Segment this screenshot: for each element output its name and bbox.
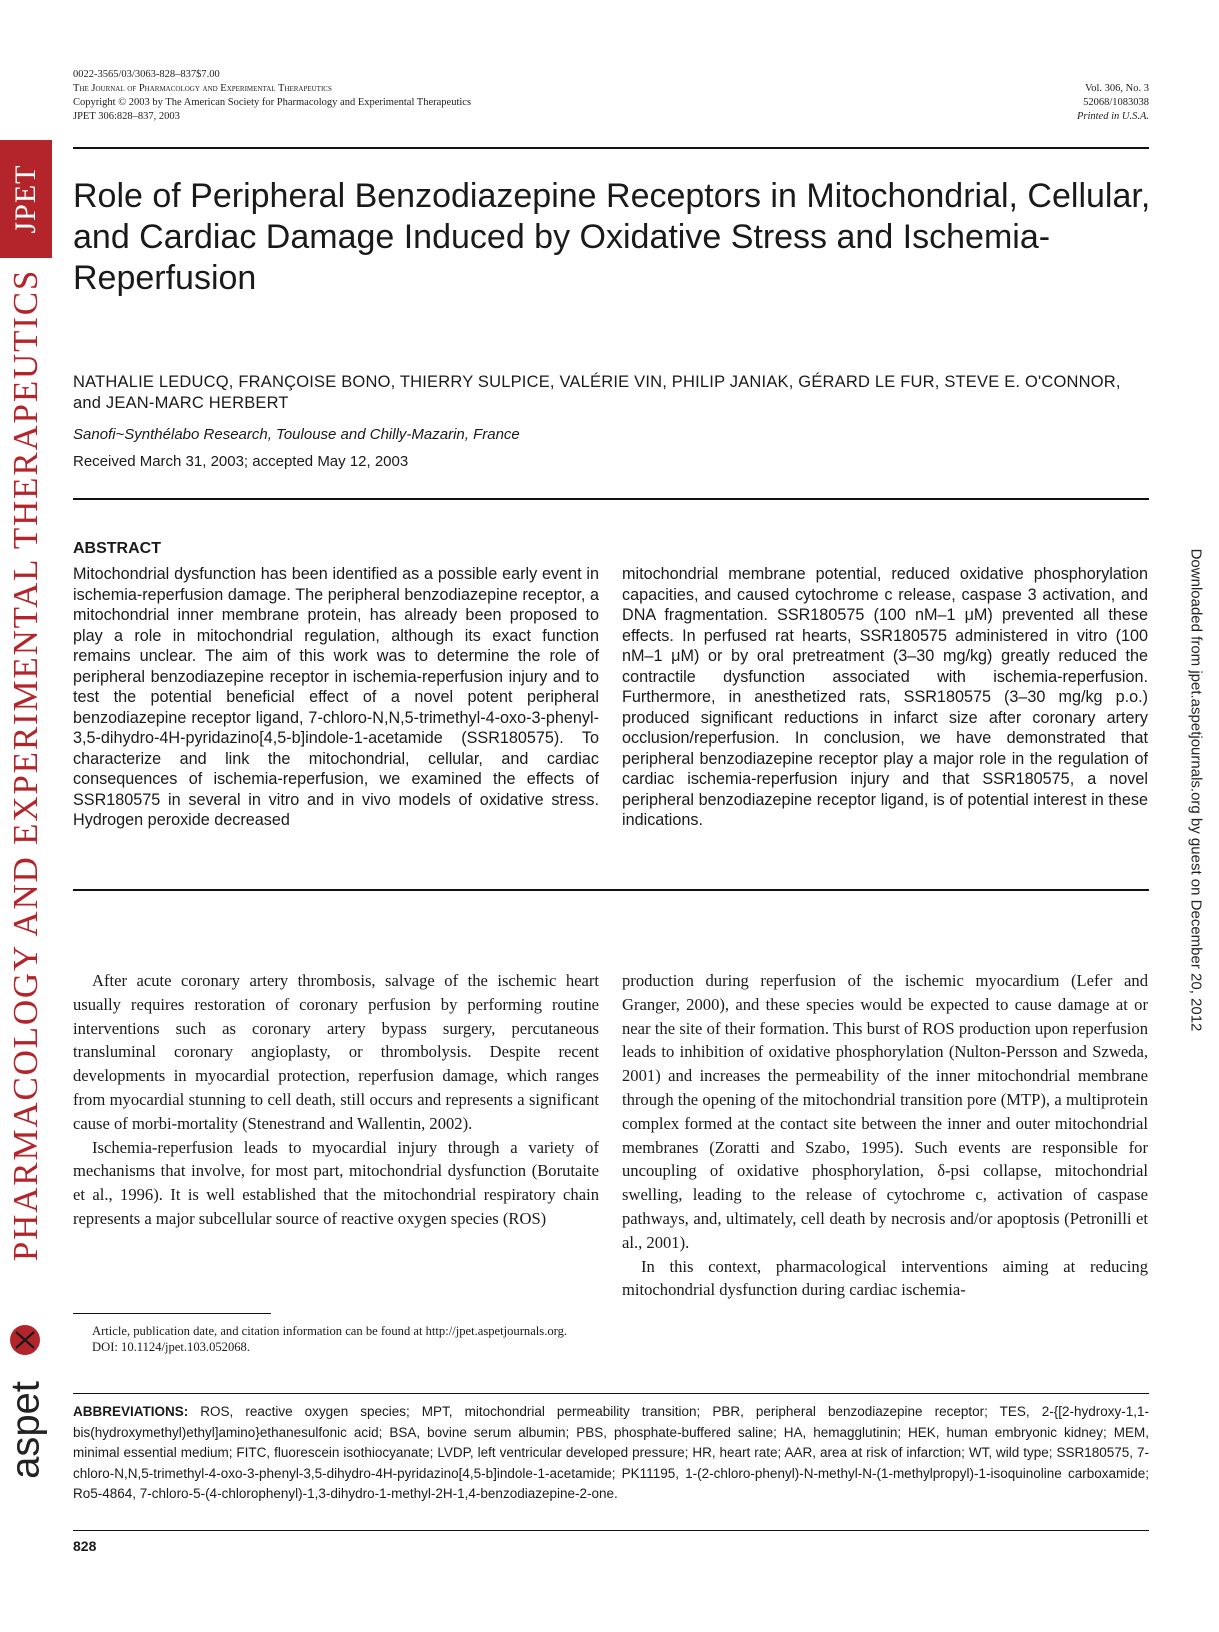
journal-header (73, 68, 471, 124)
aspet-logo-icon (7, 1322, 43, 1358)
title-rule (73, 498, 1149, 500)
body-paragraph: After acute coronary artery thrombosis, salvage of the ischemic heart usually requires restoration of coronary perfusion by performing routine interventions such as coronary artery bypass surgery, percutaneous transluminal coronary angioplasty, or thrombolysis. Despite recent developments in myocardial protection, reperfusion damage, which ranges from myocardial stunning to cell death, still occurs and represents a significant cause of morbi-mortality (Stenestrand and Wallentin, 2002). (73, 971, 599, 1133)
body-column-2 (622, 969, 1148, 1302)
footnote (73, 1323, 599, 1355)
footnote-doi: DOI: 10.1124/jpet.103.052068. (92, 1340, 250, 1354)
header-citation: JPET 306:828–837, 2003 (73, 111, 180, 122)
abstract-rule (73, 889, 1149, 891)
journal-header-right (1077, 82, 1149, 124)
jpet-tab (0, 140, 52, 258)
header-journal: The Journal of Pharmacology and Experimental Therapeutics (73, 83, 332, 94)
header-volume: Vol. 306, No. 3 (1085, 83, 1149, 94)
affiliation: Sanofi~Synthélabo Research, Toulouse and Chilly-Mazarin, France (73, 426, 520, 443)
abstract-heading: ABSTRACT (73, 540, 161, 557)
header-printed: Printed in U.S.A. (1076, 111, 1149, 122)
abstract-col-1: Mitochondrial dysfunction has been identified as a possible early event in ischemia-reperfusion damage. The peripheral benzodiazepine receptor, a mitochondrial inner membrane protein, has already been proposed to play a role in mitochondrial regulation, although its exact function remains unclear. The aim of this work was to determine the role of peripheral benzodiazepine receptor in ischemia-reperfusion injury and to test the potential beneficial effect of a novel potent peripheral benzodiazepine receptor ligand, 7-chloro-N,N,5-trimethyl-4-oxo-3-phenyl-3,5-dihydro-4H-pyridazino[4,5-b]indole-1-acetamide (SSR180575). To characterize and link the mitochondrial, cellular, and cardiac consequences of ischemia-reperfusion, we examined the effects of SSR180575 in several in vitro and in vivo models of oxidative stress. Hydrogen peroxide decreased (73, 565, 599, 829)
jpet-tab-label: JPET (9, 164, 42, 234)
abbreviations (73, 1402, 1149, 1505)
abbreviations-label: ABBREVIATIONS: (73, 1404, 189, 1419)
body-paragraph: In this context, pharmacological interventions aiming at reducing mitochondrial dysfunction during cardiac ischemia- (622, 1256, 1148, 1300)
footnote-rule (73, 1313, 271, 1314)
article-title: Role of Peripheral Benzodiazepine Receptors in Mitochondrial, Cellular, and Cardiac Damage Induced by Oxidative Stress and Ischemia-Reperfusion (73, 177, 1151, 297)
body-paragraph: production during reperfusion of the ischemic myocardium (Lefer and Granger, 2000), and these species would be expected to cause damage at or near the site of their formation. This burst of ROS production upon reperfusion leads to inhibition of oxidative phosphorylation (Nulton-Persson and Szweda, 2001) and increases the permeability of the inner mitochondrial membrane through the opening of the mitochondrial transition pore (MTP), a multiprotein complex formed at the contact site between the inner and outer mitochondrial membranes (Zoratti and Szabo, 1995). Such events are responsible for uncoupling of oxidative phosphorylation, δ-psi collapse, mitochondrial swelling, leading to the release of cytochrome c, activation of caspase pathways, and, ultimately, cell death by necrosis and/or apoptosis (Petronilli et al., 2001). (622, 971, 1148, 1252)
header-manuscript: 52068/1083038 (1083, 97, 1149, 108)
received-dates: Received March 31, 2003; accepted May 12, 2003 (73, 453, 409, 470)
author-list: NATHALIE LEDUCQ, FRANÇOISE BONO, THIERRY SULPICE, VALÉRIE VIN, PHILIP JANIAK, GÉRARD LE FUR, STEVE E. O'CONNOR, and JEAN-MARC HERBERT (73, 373, 1121, 412)
body-column-1 (73, 969, 599, 1231)
page-number: 828 (73, 1538, 97, 1554)
header-copyright: Copyright © 2003 by The American Society for Pharmacology and Experimental Therapeutics (73, 97, 472, 108)
abbrev-bottom-rule (73, 1530, 1149, 1531)
footnote-article-info: Article, publication date, and citation information can be found at http://jpet.aspetjournals.org. (92, 1324, 568, 1338)
abbreviations-text: ROS, reactive oxygen species; MPT, mitochondrial permeability transition; PBR, peripheral benzodiazepine receptor; TES, 2-{[2-hydroxy-1,1-bis(hydroxymethyl)ethyl]amino}ethanesulfonic acid; BSA, bovine serum albumin; PBS, phosphate-buffered saline; HA, hemagglutinin; HEK, human embryonic kidney; MEM, minimal essential medium; FITC, fluorescein isothiocyanate; LVDP, left ventricular developed pressure; HR, heart rate; AAR, area at risk of infarction; WT, wild type; SSR180575, 7-chloro-N,N,5-trimethyl-4-oxo-3-phenyl-3,5-dihydro-4H-pyridazino[4,5-b]indole-1-acetamide; PK11195, 1-(2-chloro-phenyl)-N-methyl-N-(1-methylpropyl)-1-isoquinoline carboxamide; Ro5-4864, 7-chloro-5-(4-chlorophenyl)-1,3-dihydro-1-methyl-2H-1,4-benzodiazepine-2-one. (73, 1404, 1149, 1502)
abstract-col-2: mitochondrial membrane potential, reduced oxidative phosphorylation capacities, and caused cytochrome c release, caspase 3 activation, and DNA fragmentation. SSR180575 (100 nM–1 μM) prevented all these effects. In perfused rat hearts, SSR180575 administered in vitro (100 nM–1 μM) or by oral pretreatment (3–30 mg/kg) greatly reduced the contractile dysfunction associated with ischemia-reperfusion. Furthermore, in anesthetized rats, SSR180575 (3–30 mg/kg p.o.) produced significant reductions in infarct size after coronary artery occlusion/reperfusion. In conclusion, we have demonstrated that peripheral benzodiazepine receptor play a major role in the regulation of cardiac ischemia-reperfusion injury and that SSR180575, a novel peripheral benzodiazepine receptor ligand, is of potential interest in these indications. (622, 565, 1148, 829)
header-code: 0022-3565/03/3063-828–837$7.00 (73, 69, 220, 80)
body-paragraph: Ischemia-reperfusion leads to myocardial injury through a variety of mechanisms that involve, for most part, mitochondrial dysfunction (Borutaite et al., 1996). It is well established that the mitochondrial respiratory chain represents a major subcellular source of reactive oxygen species (ROS) (73, 1137, 599, 1228)
header-rule (73, 147, 1149, 149)
abbrev-top-rule (73, 1393, 1149, 1394)
